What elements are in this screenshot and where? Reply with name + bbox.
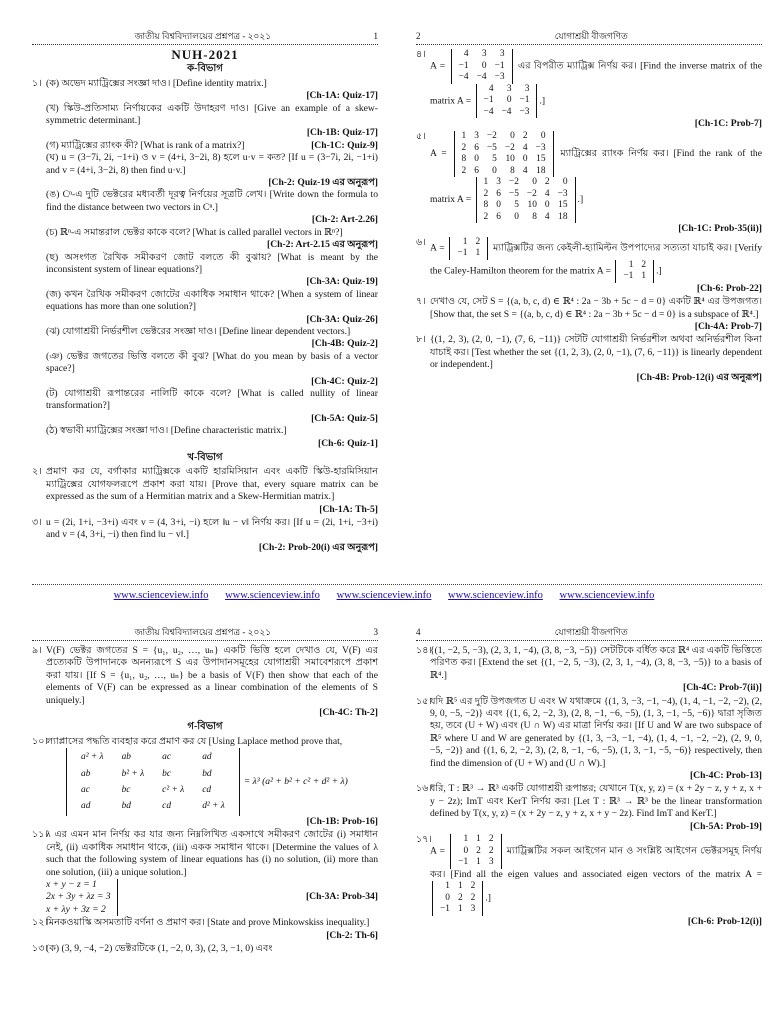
- matrix-cell: 2: [475, 236, 481, 247]
- matrix-cell: 4: [463, 49, 469, 59]
- matrix-cell: a² + λ: [81, 752, 104, 763]
- matrix-cell: −3: [494, 72, 505, 82]
- matrix-cell: 18: [558, 211, 568, 222]
- chapter-ref: [Ch-4A: Prob-7]: [694, 321, 762, 333]
- matrix-cell: 0: [492, 165, 497, 176]
- matrix-cell: −1: [458, 60, 469, 71]
- matrix-cell: −5: [508, 188, 519, 199]
- matrix-label: A =: [430, 148, 447, 160]
- sub-question: (গ) ম্যাট্রিক্সের র‍্যাংক কী? [What is rank of a matrix?]: [46, 139, 245, 151]
- matrix-cell: 5: [514, 200, 519, 211]
- sub-question: (ঠ) স্বভাবী ম্যাট্রিক্সের সংজ্ঞা দাও। [Define characteristic matrix.]: [46, 425, 287, 437]
- chapter-ref: [Ch-1A: Th-5]: [319, 503, 378, 515]
- matrix-cell: 2: [483, 211, 489, 222]
- matrix-cell: b² + λ: [121, 768, 145, 779]
- question-number: ৬।: [416, 236, 426, 248]
- matrix-table: [480, 84, 534, 119]
- page-number: 1: [373, 31, 378, 41]
- matrix-cell: 1: [463, 834, 469, 845]
- site-link[interactable]: www.scienceview.info: [448, 590, 543, 601]
- matrix-table: [619, 260, 650, 283]
- matrix-cell: 3: [524, 83, 530, 94]
- matrix-cell: 15: [558, 200, 568, 211]
- matrix-cell: 0: [445, 892, 450, 903]
- page-header: [416, 30, 762, 45]
- page-divider: [32, 584, 762, 585]
- matrix-cell: 1: [475, 248, 481, 259]
- chapter-ref: [Ch-3A: Quiz-26]: [306, 313, 378, 325]
- matrix-a: [450, 834, 501, 869]
- question-4: ৪। A = 4 3 3 −1 0 −1 −4 −4 −3 এর বিপরীত ম্যাট্রিক্স নির্ণয় কর। [Find the inverse matrix of the matrix A = 4 3 3 −1 0 −1 −4 −4 −3 .] [Ch-1C: Prob-7]: [416, 49, 762, 129]
- chapter-ref: [Ch-5A: Prob-19]: [689, 820, 762, 832]
- question-number: ১১।: [32, 829, 48, 841]
- sub-question: (ঝ) যোগাশ্রয়ী নির্ভরশীল ভেক্টরের সংজ্ঞা দাও। [Define linear dependent vectors.]: [46, 325, 351, 337]
- question-9: [32, 645, 378, 719]
- question-text: এর বিপরীত ম্যাট্রিক্স নির্ণয় কর। [Find the inverse matrix of the matrix A =: [430, 60, 762, 106]
- matrix-cell: 8: [510, 165, 515, 176]
- matrix-cell: 6: [496, 188, 501, 199]
- question-number: ৭।: [416, 296, 426, 308]
- matrix-cell: −3: [557, 188, 568, 199]
- chapter-ref: [Ch-4C: Prob-13]: [689, 770, 762, 782]
- question-text: {(1, −2, 5, −3), (2, 3, 1, −4), (3, 8, −3, −5)} সেটটিকে বর্ধিত করে ℝ⁴ এর একটি ভিত্তিতে পরিণত কর। [Extend the set {(1, −2, 5, −3), (2, 3, 1, −4), (3, 8, −3, −5)} to a basis of ℝ⁴.]: [430, 645, 762, 681]
- matrix-cell: 6: [474, 142, 479, 153]
- question-10: [32, 736, 378, 828]
- matrix-cell: cd: [202, 785, 212, 796]
- matrix-cell: 2: [457, 892, 463, 903]
- chapter-ref: [Ch-4C: Prob-7(ii)]: [683, 682, 762, 694]
- matrix-cell: 1: [445, 881, 450, 891]
- question-5: ৫। A = 1 3 −2 0 2 0 2 6 −5 −2 4 −3 8 0 5 10 0 15 2 6 0 8 4 18 ম্যাট্রিক্সের র‍্যাংক নির্ণয় কর। [Find the rank of the matrix A = 1 3 −2 0 2 0 2 6 −5 −2 4 −3 8 0 5 10 0 15 2 6 0 8 4 18 .] [Ch-1C: Prob-35(ii)]: [416, 131, 762, 235]
- page-number: 2: [416, 31, 421, 41]
- page-header: [416, 626, 762, 641]
- question-number: ১৭।: [416, 834, 432, 846]
- matrix-cell: −2: [486, 131, 497, 142]
- matrix-cell: −2: [526, 188, 537, 199]
- matrix-cell: 0: [506, 95, 512, 105]
- equation: x + y − z = 1: [46, 878, 97, 890]
- question-number: ১।: [32, 77, 42, 89]
- matrix-cell: 1: [457, 904, 463, 914]
- matrix-cell: 1: [461, 131, 467, 142]
- matrix-cell: −3: [519, 106, 530, 117]
- matrix-cell: 0: [474, 154, 479, 165]
- chapter-ref: [Ch-1C: Quiz-9]: [311, 139, 378, 151]
- question-number: ১৬।: [416, 783, 432, 795]
- site-link[interactable]: www.scienceview.info: [225, 590, 320, 601]
- question-text: λ এর এমন মান নির্ণয় কর যার জন্য নিম্নলিখিত একসাথে সমীকরণ জোটের (i) সমাধান নেই, (ii) একাধিক সমাধান থাকে, (iii) একক সমাধান থাকে। [Determine the values of λ such that the following system of linear equations has (i) no solution, (ii) more than one solution, (iii) a unique solution.]: [46, 829, 378, 878]
- matrix-cell: 18: [536, 165, 546, 176]
- site-link[interactable]: www.scienceview.info: [559, 590, 655, 601]
- matrix-table: [480, 177, 572, 223]
- matrix-cell: ab: [81, 768, 91, 779]
- question-text: ল্যাপ্লাসের পদ্ধতি ব্যবহার করে প্রমাণ কর যে [Using Laplace method prove that,: [46, 735, 343, 747]
- question-8: [416, 334, 762, 384]
- sub-question: (জ) কখন রৈখিক সমীকরণ জোটের একাধিক সমাধান থাকে? [When a system of linear equations has more than one solution?]: [46, 288, 378, 313]
- matrix-cell: 4: [522, 165, 528, 176]
- chapter-ref: [Ch-6: Prob-12(i)]: [687, 915, 762, 927]
- matrix-cell: 3: [506, 83, 512, 94]
- matrix-table: [436, 881, 479, 916]
- page-4: [416, 626, 762, 1024]
- matrix-cell: 2: [641, 259, 647, 270]
- chapter-ref: [Ch-2: Quiz-19 এর অনুরূপ]: [268, 177, 378, 189]
- section-heading: ক-বিভাগ: [187, 63, 223, 75]
- matrix-cell: 1: [457, 881, 463, 891]
- question-text: u = (2i, 1+i, −3+i) এবং v = (4, 3+i, −i) হলে ‖u − v‖ নির্ণয় কর। [If u = (2i, 1+i, −3+i) and v = (4, 3+i, −i) then find ‖u − v‖.]: [46, 517, 378, 541]
- question-7: [416, 296, 762, 333]
- matrix-cell: 0: [532, 177, 537, 188]
- question-number: ১৫।: [416, 695, 432, 707]
- question-15: [416, 696, 762, 783]
- matrix-cell: bd: [202, 768, 212, 779]
- matrix-cell: −3: [535, 142, 546, 153]
- question-12: [32, 917, 378, 942]
- page-3: [32, 626, 378, 1024]
- matrix-cell: 1: [628, 259, 634, 270]
- matrix-cell: bd: [121, 801, 131, 812]
- matrix-cell: 2: [488, 834, 494, 845]
- matrix-cell: 8: [461, 154, 467, 165]
- matrix-cell: −4: [476, 72, 487, 82]
- question-17: ১৭। A = 1 1 2 0 2 2 −1 1 3 ম্যাট্রিক্সটির সকল আইগেন মান ও সংশ্লিষ্ট আইগেন ভেক্টরসমূহ নির্ণয় কর। [Find all the eigen values and associated eigen vectors of the matrix A = 1 1 2 0 2 2 −1 1 3 .] [Ch-6: Prob-12(i)]: [416, 834, 763, 927]
- question-11: [32, 829, 378, 916]
- matrix-cell: 1: [641, 271, 647, 282]
- matrix-cell: 0: [522, 154, 528, 165]
- question-number: ৮।: [416, 334, 426, 346]
- question-14: [416, 645, 762, 695]
- exam-title: NUH-2021: [171, 47, 239, 62]
- matrix-a: [449, 237, 488, 260]
- chapter-ref: [Ch-4C: Th-2]: [319, 707, 378, 719]
- matrix-cell: 2: [461, 165, 467, 176]
- question-text: (ক) (3, 9, −4, −2) ভেক্টরটিকে (1, −2, 0, 3), (2, 3, −1, 0) এবং: [46, 943, 273, 955]
- page-2: [416, 30, 762, 570]
- matrix-table: [71, 748, 235, 816]
- question-text: ম্যাট্রিক্সটির সকল আইগেন মান ও সংশ্লিষ্ট আইগেন ভেক্টরসমূহ নির্ণয় কর। [Find all the eigen values and associated eigen vectors of the matrix A =: [430, 845, 763, 880]
- question-number: ৩।: [32, 517, 42, 529]
- matrix-cell: 10: [505, 154, 515, 165]
- matrix-cell: 0: [544, 200, 550, 211]
- matrix-cell: bc: [121, 785, 131, 796]
- sub-question: (ঞ) ভেক্টর জগতের ভিত্তি বলতে কী বুঝ? [What do you mean by basis of a vector space?]: [46, 350, 378, 375]
- matrix-cell: cd: [162, 801, 172, 812]
- sub-question: (ক) অভেদ ম্যাট্রিক্সের সংজ্ঞা দাও। [Define identity matrix.]: [46, 77, 267, 89]
- matrix-cell: 8: [532, 211, 537, 222]
- equation: 2x + 3y + λz = 3: [46, 891, 111, 903]
- matrix-a-repeat: [615, 260, 654, 283]
- matrix-cell: −1: [623, 271, 634, 282]
- matrix-cell: ac: [81, 785, 90, 796]
- matrix-label: A =: [430, 845, 445, 857]
- matrix-cell: −4: [483, 106, 494, 117]
- chapter-ref: [Ch-3A: Quiz-19]: [306, 276, 378, 288]
- matrix-a: [454, 131, 554, 177]
- matrix-label: A =: [430, 242, 445, 254]
- chapter-ref: [Ch-4B: Prob-12(i) এর অনুরূপ]: [636, 371, 762, 383]
- matrix-cell: ad: [81, 801, 91, 812]
- sub-question: (ঙ) Cⁿ-এ দুটি ভেক্টরের মধ্যবর্তী দূরত্ব নির্ণয়ের সূত্রটি লেখ। [Write down the formula to find the distance between two vectors in Cⁿ.]: [46, 189, 378, 213]
- section-heading: গ-বিভাগ: [187, 721, 223, 733]
- matrix-cell: 4: [544, 188, 550, 199]
- sub-question: (ঘ) u = (3−7i, 2i, −1+i) ও v = (4+i, 3−2i, 8) হলে u·v = কত? [If u = (3−7i, 2i, −1+i) and v = (4+i, 3−2i, 8) then find u·v.]: [46, 152, 378, 176]
- question-text: ম্যাট্রিক্সটির জন্য কেইলী-হ্যামিল্টন উপপাদ্যের সত্যতা যাচাই কর। [Verify the Caley-Hamilton theorem for the matrix A =: [430, 242, 762, 277]
- matrix-cell: −2: [504, 142, 515, 153]
- site-link[interactable]: www.scienceview.info: [113, 590, 209, 601]
- section-heading: খ-বিভাগ: [187, 452, 223, 463]
- matrix-cell: 15: [536, 154, 546, 165]
- question-number: ৪।: [416, 49, 426, 60]
- question-number: ১২।: [32, 917, 48, 929]
- chapter-ref: [Ch-2: Art-2.15 এর অনুরূপ]: [267, 239, 378, 251]
- matrix-table: [454, 834, 497, 869]
- header-title: যোগাশ্রয়ী বীজগণিত: [554, 627, 628, 637]
- question-text: প্রমাণ কর যে, বর্গাকার ম্যাট্রিক্সকে একটি হারমিসিয়ান এবং একটি স্কিউ-হারমিসিয়ান ম্যাট্রিক্সের যোগফলরূপে প্রকাশ করা যায়। [Prove that, every square matrix can be expressed as the sum of a Hermitian matrix and a Skew-Hermitian matrix.]: [46, 466, 378, 503]
- matrix-cell: 6: [496, 211, 501, 222]
- matrix-cell: 2: [488, 845, 494, 856]
- question-text: যদি ℝ⁵ এর দুটি উপজগত U এবং W যথাক্রমে {(1, 3, −3, −1, −4), (1, 4, −1, −2, −2), (2, 9, 0, −5, −2)} এবং {(1, 6, 2, −2, 3), (2, 8, −1, −6, −5), (1, 3, −1, −5, −6)} দ্বারা সৃজিত হয়, তবে (U + W) এবং (U ∩ W) এর মাত্রা নির্ণয় কর। [If U and W are two subspace of ℝ⁵ where U and W are generated by {(1, 3, −3, −1, −4), (1, 4, −1, −2, −2), (2, 9, 0, −5, −2)} and {(1, 6, 2, −2, 3), (2, 8, −1, −6, −5), (1, 3, −1, −5, −6)} respectively, then find the dimension of (U + W) and (U ∩ W).]: [430, 695, 762, 769]
- question-number: ৯।: [32, 645, 42, 656]
- matrix-cell: ad: [202, 752, 212, 763]
- matrix-a: [451, 49, 513, 84]
- chapter-ref: [Ch-2: Prob-20(i) এর অনুরূপ]: [258, 541, 378, 553]
- matrix-cell: 1: [476, 834, 481, 845]
- matrix-cell: 4: [544, 211, 550, 222]
- matrix-table: [453, 237, 484, 260]
- question-2: [32, 466, 378, 516]
- chapter-ref: [Ch-1C: Prob-35(ii)]: [678, 223, 762, 235]
- question-number: ১৩।: [32, 943, 48, 955]
- chapter-ref: [Ch-6: Quiz-1]: [318, 437, 378, 449]
- chapter-ref: [Ch-3A: Prob-34]: [305, 891, 378, 903]
- matrix-cell: 0: [463, 845, 469, 856]
- matrix-cell: c² + λ: [162, 785, 185, 796]
- matrix-cell: −1: [440, 904, 450, 914]
- matrix-cell: 1: [483, 177, 489, 188]
- determinant-rhs: = λ³ (a² + b² + c² + d² + λ): [243, 775, 348, 787]
- question-number: ২।: [32, 466, 42, 478]
- matrix-cell: 5: [492, 154, 497, 165]
- matrix-cell: −1: [458, 857, 469, 868]
- page-number: 4: [416, 627, 421, 637]
- matrix-cell: 2: [544, 177, 550, 188]
- question-number: ১০।: [32, 735, 48, 747]
- matrix-cell: −1: [457, 248, 468, 259]
- matrix-cell: 1: [462, 236, 468, 247]
- header-title: যোগাশ্রয়ী বীজগণিত: [554, 31, 628, 41]
- question-text: মিনকওয়াস্কি অসমতাটি বর্ণনা ও প্রমাণ কর। [State and prove Minkowskiss inequality.]: [46, 917, 370, 929]
- chapter-ref: [Ch-5A: Quiz-5]: [311, 412, 378, 424]
- matrix-cell: 0: [510, 131, 515, 142]
- question-text: {(1, 2, 3), (2, 0, −1), (7, 6, −11)} সেটটি যোগাশ্রয়ী নির্ভরশীল অথবা অনির্ভরশীল কিনা যাচাই কর। [Test whether the set {(1, 2, 3), (2, 0, −1), (7, 6, −11)} is linearly dependent or independent.]: [430, 334, 762, 371]
- matrix-cell: 3: [470, 904, 476, 914]
- matrix-cell: 3: [474, 131, 479, 142]
- matrix-cell: 0: [514, 211, 519, 222]
- question-number: ৫।: [416, 131, 426, 143]
- matrix-cell: 10: [527, 200, 537, 211]
- chapter-ref: [Ch-1B: Prob-16]: [306, 815, 378, 827]
- question-number: ১৪।: [416, 645, 432, 656]
- question-6: ৬। A = 1 2 −1 1 ম্যাট্রিক্সটির জন্য কেইলী-হ্যামিল্টন উপপাদ্যের সত্যতা যাচাই কর। [Verify the Caley-Hamilton theorem for the matrix A = 1 2 −1 1 .] [Ch-6: Prob-22]: [416, 236, 762, 294]
- matrix-cell: 6: [474, 165, 479, 176]
- matrix-cell: 2: [522, 131, 528, 142]
- determinant: [66, 748, 240, 816]
- matrix-label: A =: [430, 60, 446, 72]
- matrix-cell: ac: [162, 752, 172, 763]
- page-header: [32, 626, 378, 641]
- question-text: V(F) ভেক্টর জগতের S = {u₁, u₂, …, uₙ} একটি ভিত্তি হলে দেখাও যে, V(F) এর প্রত্যেকটি উপাদানকে অনন্যরূপে S এর উপাদানসমূহের যোগাশ্রয়ী সমাবেশরূপে প্রকাশ করা যায়। [If S = {u₁, u₂, …, uₙ} be a basis of V(F) then show that each of the elements of V(F) can be expressed as a linear combination of the elements of S uniquely.]: [46, 645, 378, 706]
- site-link[interactable]: www.scienceview.info: [336, 590, 432, 601]
- sub-question: (চ) ℝⁿ-এ সমান্তরাল ভেক্টর কাকে বলে? [What is called parallel vectors in ℝⁿ?]: [46, 226, 343, 238]
- matrix-cell: 2: [483, 188, 489, 199]
- matrix-table: [455, 49, 509, 84]
- matrix-cell: 2: [470, 881, 476, 891]
- chapter-ref: [Ch-1C: Prob-7]: [694, 118, 762, 129]
- matrix-a-repeat: [476, 84, 538, 119]
- sub-question: (ছ) অসংগত রৈখিক সমীকরণ জোট বলতে কী বুঝায়? [What is meant by the inconsistent system of linear equations?]: [46, 251, 378, 275]
- matrix-cell: −5: [486, 142, 497, 153]
- chapter-ref: [Ch-4B: Quiz-2]: [311, 338, 378, 350]
- matrix-cell: −2: [508, 177, 519, 188]
- matrix-cell: 2: [476, 845, 481, 856]
- question-3: [32, 517, 378, 554]
- matrix-cell: d² + λ: [202, 801, 225, 812]
- matrix-cell: 4: [488, 83, 494, 94]
- matrix-cell: bc: [162, 768, 172, 779]
- matrix-cell: 3: [496, 177, 501, 188]
- question-text: ম্যাট্রিক্সের র‍্যাংক নির্ণয় কর। [Find the rank of the matrix A =: [430, 148, 762, 206]
- matrix-cell: 0: [540, 131, 546, 142]
- matrix-cell: 2: [461, 142, 467, 153]
- equation-system: [46, 879, 118, 917]
- question-1: [32, 78, 378, 450]
- matrix-cell: −4: [501, 106, 512, 117]
- matrix-cell: 3: [481, 49, 487, 59]
- matrix-cell: 0: [562, 177, 568, 188]
- matrix-table: [458, 131, 550, 177]
- matrix-cell: −1: [519, 95, 530, 105]
- matrix-cell: −1: [483, 95, 494, 105]
- matrix-cell: −1: [494, 60, 505, 71]
- matrix-cell: 3: [499, 49, 505, 59]
- chapter-ref: [Ch-1B: Quiz-17]: [306, 127, 378, 139]
- equation: x + λy + 3z = 2: [46, 903, 106, 915]
- sub-question: (ট) যোগাশ্রয়ী রূপান্তরের নালিটি কাকে বলে? [What is called nullity of linear transformation?]: [46, 387, 378, 412]
- question-text: ধরি, T : ℝ³ → ℝ³ একটি যোগাশ্রয়ী রূপান্তর; যেখানে T(x, y, z) = (x + 2y − z, y + z, x + y − 2z); ImT এবং KerT নির্ণয় কর। [Let T : ℝ³ → ℝ³ be the linear transformation defined by T(x, y, z) = (x + 2y − z, y + z, x + y − 2z). Find ImT and KerT.]: [430, 783, 762, 820]
- chapter-ref: [Ch-6: Prob-22]: [696, 282, 762, 294]
- matrix-cell: 2: [470, 892, 476, 903]
- chapter-ref: [Ch-2: Art-2.26]: [311, 214, 378, 226]
- matrix-a-repeat: [432, 881, 483, 916]
- header-title: জাতীয় বিশ্ববিদ্যালয়ের প্রশ্নপত্র - ২০২১: [134, 31, 272, 41]
- question-13: [32, 943, 378, 955]
- chapter-ref: [Ch-2: Th-6]: [326, 929, 378, 941]
- header-title: জাতীয় বিশ্ববিদ্যালয়ের প্রশ্নপত্র - ২০২১: [134, 627, 272, 637]
- chapter-ref: [Ch-1A: Quiz-17]: [306, 90, 378, 102]
- matrix-cell: 0: [481, 60, 487, 71]
- question-16: [416, 783, 762, 833]
- matrix-cell: 4: [522, 142, 528, 153]
- page-header: [32, 30, 378, 45]
- matrix-cell: −4: [458, 72, 469, 82]
- matrix-cell: 0: [496, 200, 501, 211]
- matrix-cell: 3: [488, 857, 494, 868]
- matrix-cell: 8: [483, 200, 489, 211]
- chapter-ref: [Ch-4C: Quiz-2]: [311, 375, 378, 387]
- matrix-cell: 1: [476, 857, 481, 868]
- page-number: 3: [373, 627, 378, 637]
- page-1: [32, 30, 378, 570]
- sub-question: (খ) স্কিউ-প্রতিসাম্য নির্ণায়কের একটি উদাহরণ দাও। [Give an example of a skew-symmetric determinant.]: [46, 102, 378, 127]
- link-bar: [0, 590, 768, 601]
- matrix-a-repeat: [476, 177, 576, 223]
- matrix-cell: ab: [121, 752, 131, 763]
- question-text: দেখাও যে, সেট S = {(a, b, c, d) ∈ ℝ⁴ : 2a − 3b + 5c − d = 0} একটি ℝ⁴ এর উপজগত। [Show that, the set S = {(a, b, c, d) ∈ ℝ⁴ : 2a − 3b + 5c − d = 0} is a subspace of ℝ⁴.]: [430, 296, 762, 320]
